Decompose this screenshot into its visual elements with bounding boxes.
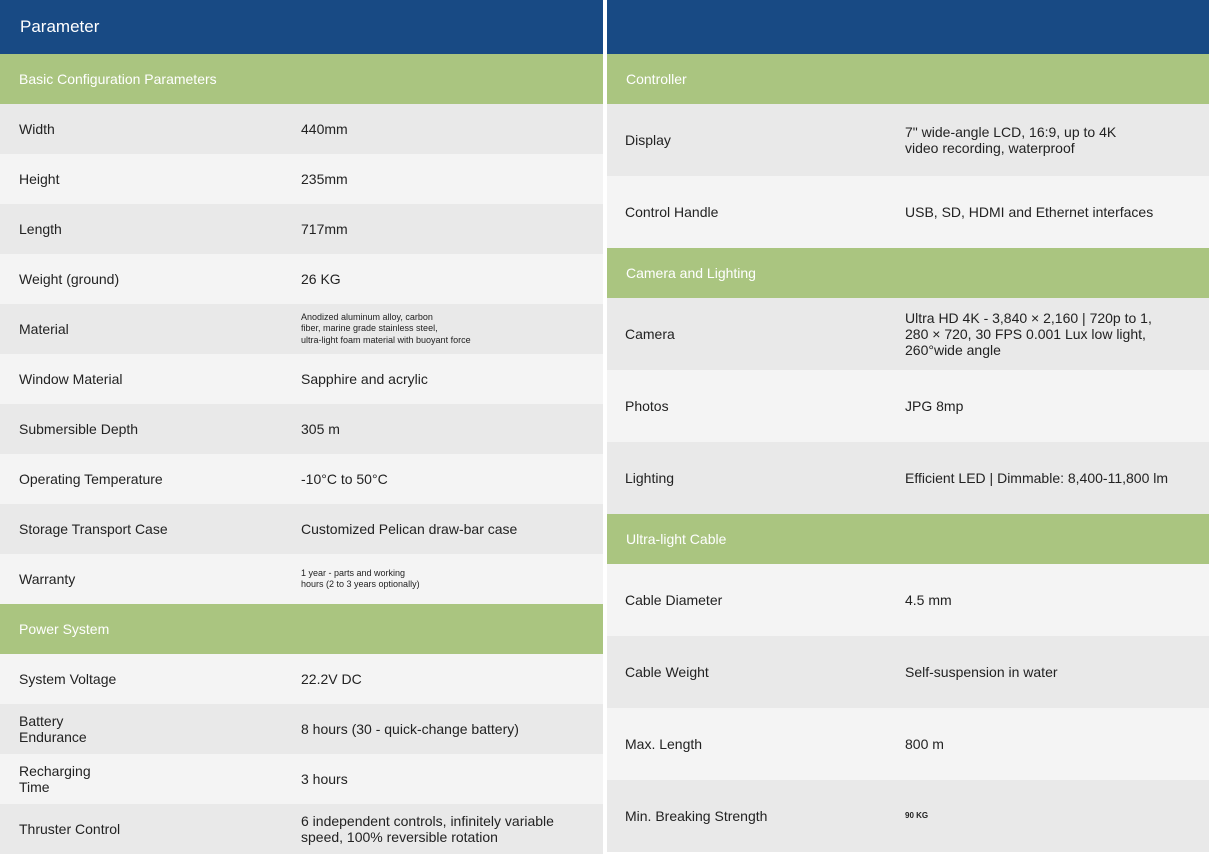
table-row — [0, 254, 603, 304]
row-value: 235mm — [301, 171, 348, 187]
row-label: Thruster Control — [19, 821, 121, 837]
section-title: Power System — [19, 621, 110, 637]
row-label: Battery Endurance — [19, 713, 87, 745]
row-value: 440mm — [301, 121, 348, 137]
row-value: Anodized aluminum alloy, carbon fiber, marine grade stainless steel, ultra-light foam material with buoyant force — [301, 311, 471, 345]
table-row — [0, 804, 603, 854]
table-row — [607, 780, 1209, 852]
section-power-system — [0, 604, 603, 654]
table-row — [0, 654, 603, 704]
row-value: 305 m — [301, 421, 340, 437]
table-row — [607, 708, 1209, 780]
table-row — [0, 204, 603, 254]
row-value: 26 KG — [301, 271, 341, 287]
row-label: Storage Transport Case — [19, 521, 168, 537]
row-label: Width — [19, 121, 55, 137]
row-value: 7" wide-angle LCD, 16:9, up to 4K video recording, waterproof — [905, 124, 1117, 156]
row-label: Height — [19, 171, 60, 187]
row-value: -10°C to 50°C — [301, 471, 388, 487]
section-camera-lighting — [607, 248, 1209, 298]
row-value: Customized Pelican draw-bar case — [301, 521, 518, 537]
row-label: Camera — [625, 326, 675, 342]
row-value: 717mm — [301, 221, 348, 237]
row-value: 4.5 mm — [905, 592, 952, 608]
section-ultra-light-cable — [607, 514, 1209, 564]
header-title: Parameter — [20, 17, 100, 36]
table-row — [0, 554, 603, 604]
right-spec-table — [607, 0, 1209, 852]
table-row — [0, 104, 603, 154]
row-label: System Voltage — [19, 671, 117, 687]
row-label: Window Material — [19, 371, 123, 387]
section-controller — [607, 54, 1209, 104]
row-label: Length — [19, 221, 62, 237]
table-row — [607, 564, 1209, 636]
row-label: Photos — [625, 398, 669, 414]
row-value: 22.2V DC — [301, 671, 362, 687]
row-label: Display — [625, 132, 671, 148]
row-label: Control Handle — [625, 204, 719, 220]
row-value: USB, SD, HDMI and Ethernet interfaces — [905, 204, 1154, 220]
row-label: Cable Weight — [625, 664, 709, 680]
row-label: Max. Length — [625, 736, 703, 752]
table-header — [0, 0, 603, 54]
table-row — [0, 754, 603, 804]
row-value: Efficient LED | Dimmable: 8,400-11,800 lm — [905, 470, 1169, 486]
table-row — [607, 176, 1209, 248]
table-header — [607, 0, 1209, 54]
table-row — [0, 154, 603, 204]
table-row — [607, 298, 1209, 370]
table-row — [0, 304, 603, 354]
table-row — [0, 454, 603, 504]
table-row — [0, 704, 603, 754]
row-label: Cable Diameter — [625, 592, 723, 608]
table-row — [0, 404, 603, 454]
table-row — [0, 354, 603, 404]
row-value: 1 year - parts and working hours (2 to 3 years optionally) — [301, 567, 420, 589]
row-value: 800 m — [905, 736, 944, 752]
table-row — [607, 442, 1209, 514]
row-value: 90 KG — [905, 811, 929, 820]
section-title: Ultra-light Cable — [626, 531, 727, 547]
row-label: Weight (ground) — [19, 271, 120, 287]
section-basic-configuration — [0, 54, 603, 104]
section-title: Camera and Lighting — [626, 265, 756, 281]
table-row — [0, 504, 603, 554]
row-label: Recharging Time — [19, 763, 91, 795]
section-title: Controller — [626, 71, 687, 87]
row-label: Material — [19, 321, 69, 337]
row-value: Sapphire and acrylic — [301, 371, 428, 387]
section-title: Basic Configuration Parameters — [19, 71, 217, 87]
table-row — [607, 370, 1209, 442]
row-label: Submersible Depth — [19, 421, 139, 437]
left-spec-table — [0, 0, 603, 854]
row-label: Lighting — [625, 470, 675, 486]
table-row — [607, 636, 1209, 708]
row-label: Min. Breaking Strength — [625, 808, 768, 824]
row-label: Operating Temperature — [19, 471, 163, 487]
row-value: Ultra HD 4K - 3,840 × 2,160 | 720p to 1, 280 × 720, 30 FPS 0.001 Lux low light, 260°wide angle — [905, 310, 1152, 358]
row-value: JPG 8mp — [905, 398, 964, 414]
row-value: Self-suspension in water — [905, 664, 1058, 680]
row-value: 3 hours — [301, 771, 348, 787]
row-label: Warranty — [19, 571, 76, 587]
row-value: 8 hours (30 - quick-change battery) — [301, 721, 519, 737]
table-row — [607, 104, 1209, 176]
row-value: 6 independent controls, infinitely variable speed, 100% reversible rotation — [301, 813, 554, 845]
